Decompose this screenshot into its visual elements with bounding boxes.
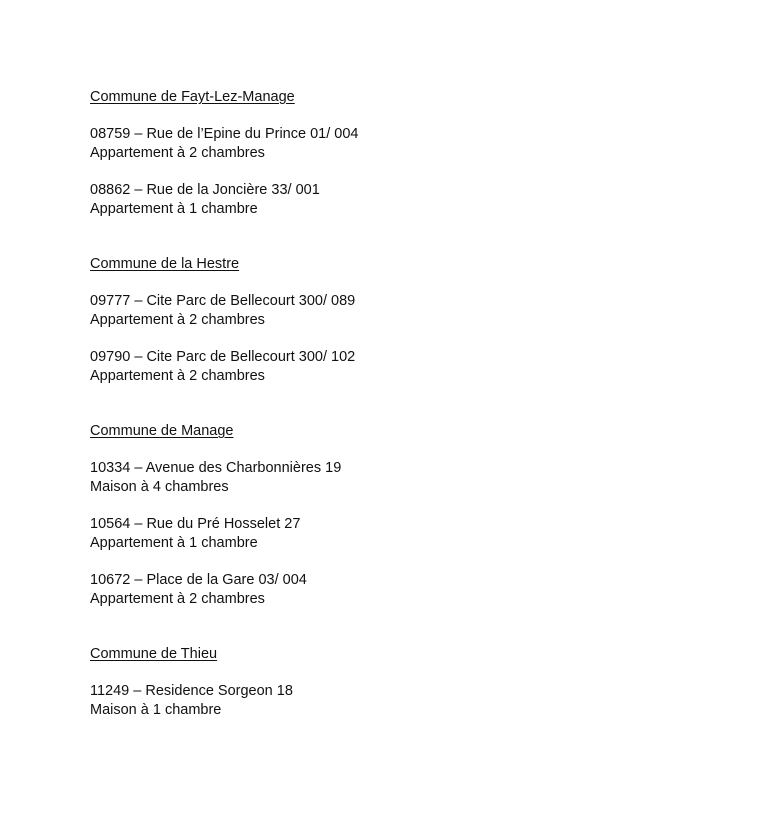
listing-type: Appartement à 2 chambres (90, 145, 265, 161)
listing-item (90, 571, 730, 609)
listing-type: Appartement à 2 chambres (90, 368, 265, 384)
listing-type: Appartement à 1 chambre (90, 201, 258, 217)
section-heading: Commune de Manage (90, 423, 234, 439)
listing-item (90, 515, 730, 553)
listing-address: 10334 – Avenue des Charbonnières 19 (90, 460, 342, 476)
listing-item (90, 292, 730, 330)
listing-item (90, 682, 730, 720)
listing-address: 10564 – Rue du Pré Hosselet 27 (90, 516, 301, 532)
listing-address: 10672 – Place de la Gare 03/ 004 (90, 572, 307, 588)
section-manage (90, 422, 730, 609)
listing-type: Maison à 1 chambre (90, 702, 222, 718)
section-heading: Commune de Thieu (90, 646, 218, 662)
listing-address: 09777 – Cite Parc de Bellecourt 300/ 089 (90, 293, 356, 309)
listing-address: 08862 – Rue de la Joncière 33/ 001 (90, 182, 320, 198)
section-thieu (90, 645, 730, 720)
section-la-hestre (90, 255, 730, 386)
section-heading: Commune de Fayt-Lez-Manage (90, 89, 295, 105)
listing-address: 09790 – Cite Parc de Bellecourt 300/ 102 (90, 349, 356, 365)
listing-type: Appartement à 2 chambres (90, 312, 265, 328)
listing-item (90, 459, 730, 497)
listing-address: 08759 – Rue de l’Epine du Prince 01/ 004 (90, 126, 359, 142)
document-body (90, 88, 730, 720)
listing-type: Appartement à 2 chambres (90, 591, 265, 607)
section-heading: Commune de la Hestre (90, 256, 240, 272)
listing-type: Maison à 4 chambres (90, 479, 229, 495)
listing-address: 11249 – Residence Sorgeon 18 (90, 683, 293, 699)
listing-item (90, 181, 730, 219)
listing-item (90, 348, 730, 386)
listing-item (90, 125, 730, 163)
section-fayt-lez-manage (90, 88, 730, 219)
listing-type: Appartement à 1 chambre (90, 535, 258, 551)
